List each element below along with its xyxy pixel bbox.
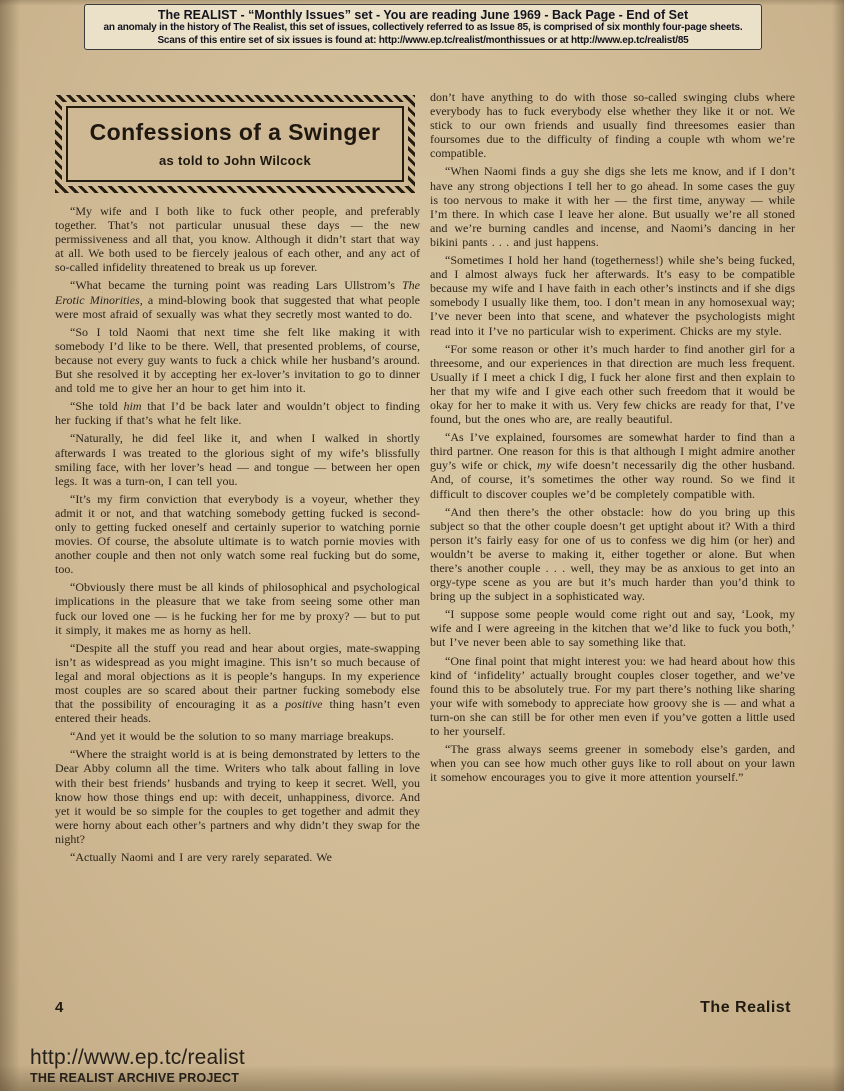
article-paragraph: “And yet it would be the solution to so many marriage breakups. xyxy=(70,729,394,744)
article-paragraph: “The grass always seems greener in somebody else’s garden, and when you can see how much other guys like to roll about on your lawn it somehow encourages you to give it more attention yourself.” xyxy=(430,742,795,785)
article-title-box xyxy=(55,95,415,193)
article-paragraph: “For some reason or other it’s much harder to find another girl for a threesome, and our experiences in that direction are much less frequent. Usually if I meet a chick I dig, I fuck her alone first and then explain to her that my wife and I give each other such freedom that it would be okay for her to make it with us. Very few chicks are ready for that, I’ve found, but the ones who are, are really beautiful. xyxy=(430,341,795,427)
title-box-inner xyxy=(66,106,404,182)
article-paragraph: “As I’ve explained, foursomes are somewhat harder to find than a third partner. One reason for this is that although I might admire another guy’s wife or chick, my wife doesn’t necessarily dig the other husband. And, of course, it’s sometimes the other way round. So we find it difficult to discover couples we’d be completely compatible with. xyxy=(430,430,796,501)
article-paragraph: “It’s my firm conviction that everybody is a voyeur, whether they admit it or not, and that watching somebody getting fucked is second-only to getting fucked oneself and certainly superior to watching pornie movies. Of course, the absolute ultimate is to watch pornie movies with another couple and then not only watch some real fucking but do some, too. xyxy=(55,491,420,577)
banner-line-1: The REALIST - “Monthly Issues” set - You are reading June 1969 - Back Page - End of Set xyxy=(157,8,689,22)
left-column-text xyxy=(55,204,420,864)
article-paragraph: “Despite all the stuff you read and hear about orgies, mate-swapping isn’t as widespread as you might imagine. This isn’t so much because of legal and moral objections as it is people’s hangups. In my experience most couples are so scared about their partner fucking somebody else that the possibility of encouraging it as a positive thing hasn’t even entered their heads. xyxy=(55,640,421,726)
article-paragraph: “Naturally, he did feel like it, and when I walked in shortly afterwards I was treated to the glorious sight of my wife’s blissfully smiling face, with her lover’s head — and tongue — between her open legs. It was a turn-on, I can tell you. xyxy=(55,431,420,488)
article-paragraph: “So I told Naomi that next time she felt like making it with somebody I’d like to be there. Well, that presented problems, of course, because not every guy wants to fuck a chick while her husband’s around. But she resolved it by accepting her ex-lover’s invitation to go to dinner and told me to give her an hour to get him into it. xyxy=(55,324,420,396)
banner-line-3: Scans of this entire set of six issues is found at: http://www.ep.tc/realist/monthissues or at http://www.ep.tc/realist/85 xyxy=(157,34,689,46)
article-paragraph: “When Naomi finds a guy she digs she lets me know, and if I don’t have any strong objections I tell her to go ahead. In some cases the guy is too nervous to make it with her — the first time, anyway — while I’m there. In which case I leave her alone. But usually we’re all stoned and we’re burning candles and incense, and Naomi’s dancing in her bikini pants . . . and just happens. xyxy=(430,164,795,249)
article-paragraph: “She told him that I’d be back later and wouldn’t object to finding her fucking if that’s what he felt like. xyxy=(55,399,420,428)
article-paragraph: “And then there’s the other obstacle: how do you bring up this subject so that the other couple doesn’t get uptight about it? With a third person it’s fairly easy for one of us to confess we dig him (or her) and wouldn’t be averse to making it, either together or alone. But when there’s another couple . . . well, they may be as anxious to get into an orgy-type scene as you are but it’s much harder than you’d think to bring up the subject in a sophisticated way. xyxy=(430,504,795,604)
article-paragraph: “My wife and I both like to fuck other people, and preferably together. That’s not particular unusual these days — the new permissiveness and all that, you know. Although it didn’t start that way at all. We both used to be fiercely jealous of each other, and any act of so-called infidelity threatened to break us up forever. xyxy=(55,204,420,275)
article-paragraph: “What became the turning point was reading Lars Ullstrom’s The Erotic Minorities, a mind-blowing book that suggested that what people were most afraid of sexually was what they secretly most wanted to do. xyxy=(55,278,420,321)
article-title: Confessions of a Swinger xyxy=(89,119,381,145)
page-footer xyxy=(55,999,791,1017)
article-paragraph: “I suppose some people would come right out and say, ‘Look, my wife and I were agreeing in the kitchen that we’d like to fuck you both,’ but I’ve never been able to say something like that. xyxy=(430,607,795,650)
magazine-name: The Realist xyxy=(700,999,791,1016)
article-paragraph: “Obviously there must be all kinds of philosophical and psychological implications in the pleasure that we take from seeing some other man fuck our loved one — is he fucking her for me by proxy? — but to put it simply, it makes me as horny as hell. xyxy=(55,580,420,637)
article-paragraph: “One final point that might interest you: we had heard about how this kind of ‘infidelity’ actually brought couples closer together, and we’ve found this to be absolutely true. For my part there’s nothing like sharing your wife with somebody to appreciate how groovy she is — and what a turn-on she can still be for other men even if you’ve gotten a little used to her yourself. xyxy=(430,653,795,739)
article-paragraph: “Where the straight world is at is being demonstrated by letters to the Dear Abby column all the time. Writers who talk about falling in love with their best friends’ husbands and trying to keep it secret. Well, you know how those things end up: with deceit, unhappiness, divorce. And yet it would be so simple for the couples to get together and admit they were horny about each other’s partners and why didn’t they swap for the night? xyxy=(55,747,420,846)
archive-footer xyxy=(30,1046,245,1086)
banner-line-2: an anomaly in the history of The Realist, this set of issues, collectively referred to as Issue 85, is comprised of six monthly four-page sheets. xyxy=(103,22,743,33)
archive-url: http://www.ep.tc/realist xyxy=(30,1046,245,1069)
article-paragraph: “Actually Naomi and I are very rarely separated. We xyxy=(70,850,332,865)
article-byline: as told to John Wilcock xyxy=(159,153,311,168)
page-number: 4 xyxy=(55,999,64,1016)
archive-project-label: THE REALIST ARCHIVE PROJECT xyxy=(30,1071,240,1085)
article-paragraph: don’t have anything to do with those so-called swinging clubs where everybody has to fuck everybody else whether they like it or not. We stick to our own friends and usually find threesomes easier than foursomes due to the difficulty of finding a couple wth whom we’re compatible. xyxy=(430,90,795,161)
title-box-gap xyxy=(62,102,408,186)
archive-banner xyxy=(84,4,762,50)
article-paragraph: “Sometimes I hold her hand (togetherness!) while she’s being fucked, and I almost always fuck her afterwards. It’s easy to be compatible because my wife and I have faith in each other’s instincts and if she digs somebody I usually like them, too. I don’t mean in any homosexual way; I’ve never been into that scene, and whatever the psychologists might read into it I’ve no particular wish to experiment. Chicks are my style. xyxy=(430,253,795,338)
left-column xyxy=(55,95,420,868)
right-column xyxy=(430,90,795,788)
